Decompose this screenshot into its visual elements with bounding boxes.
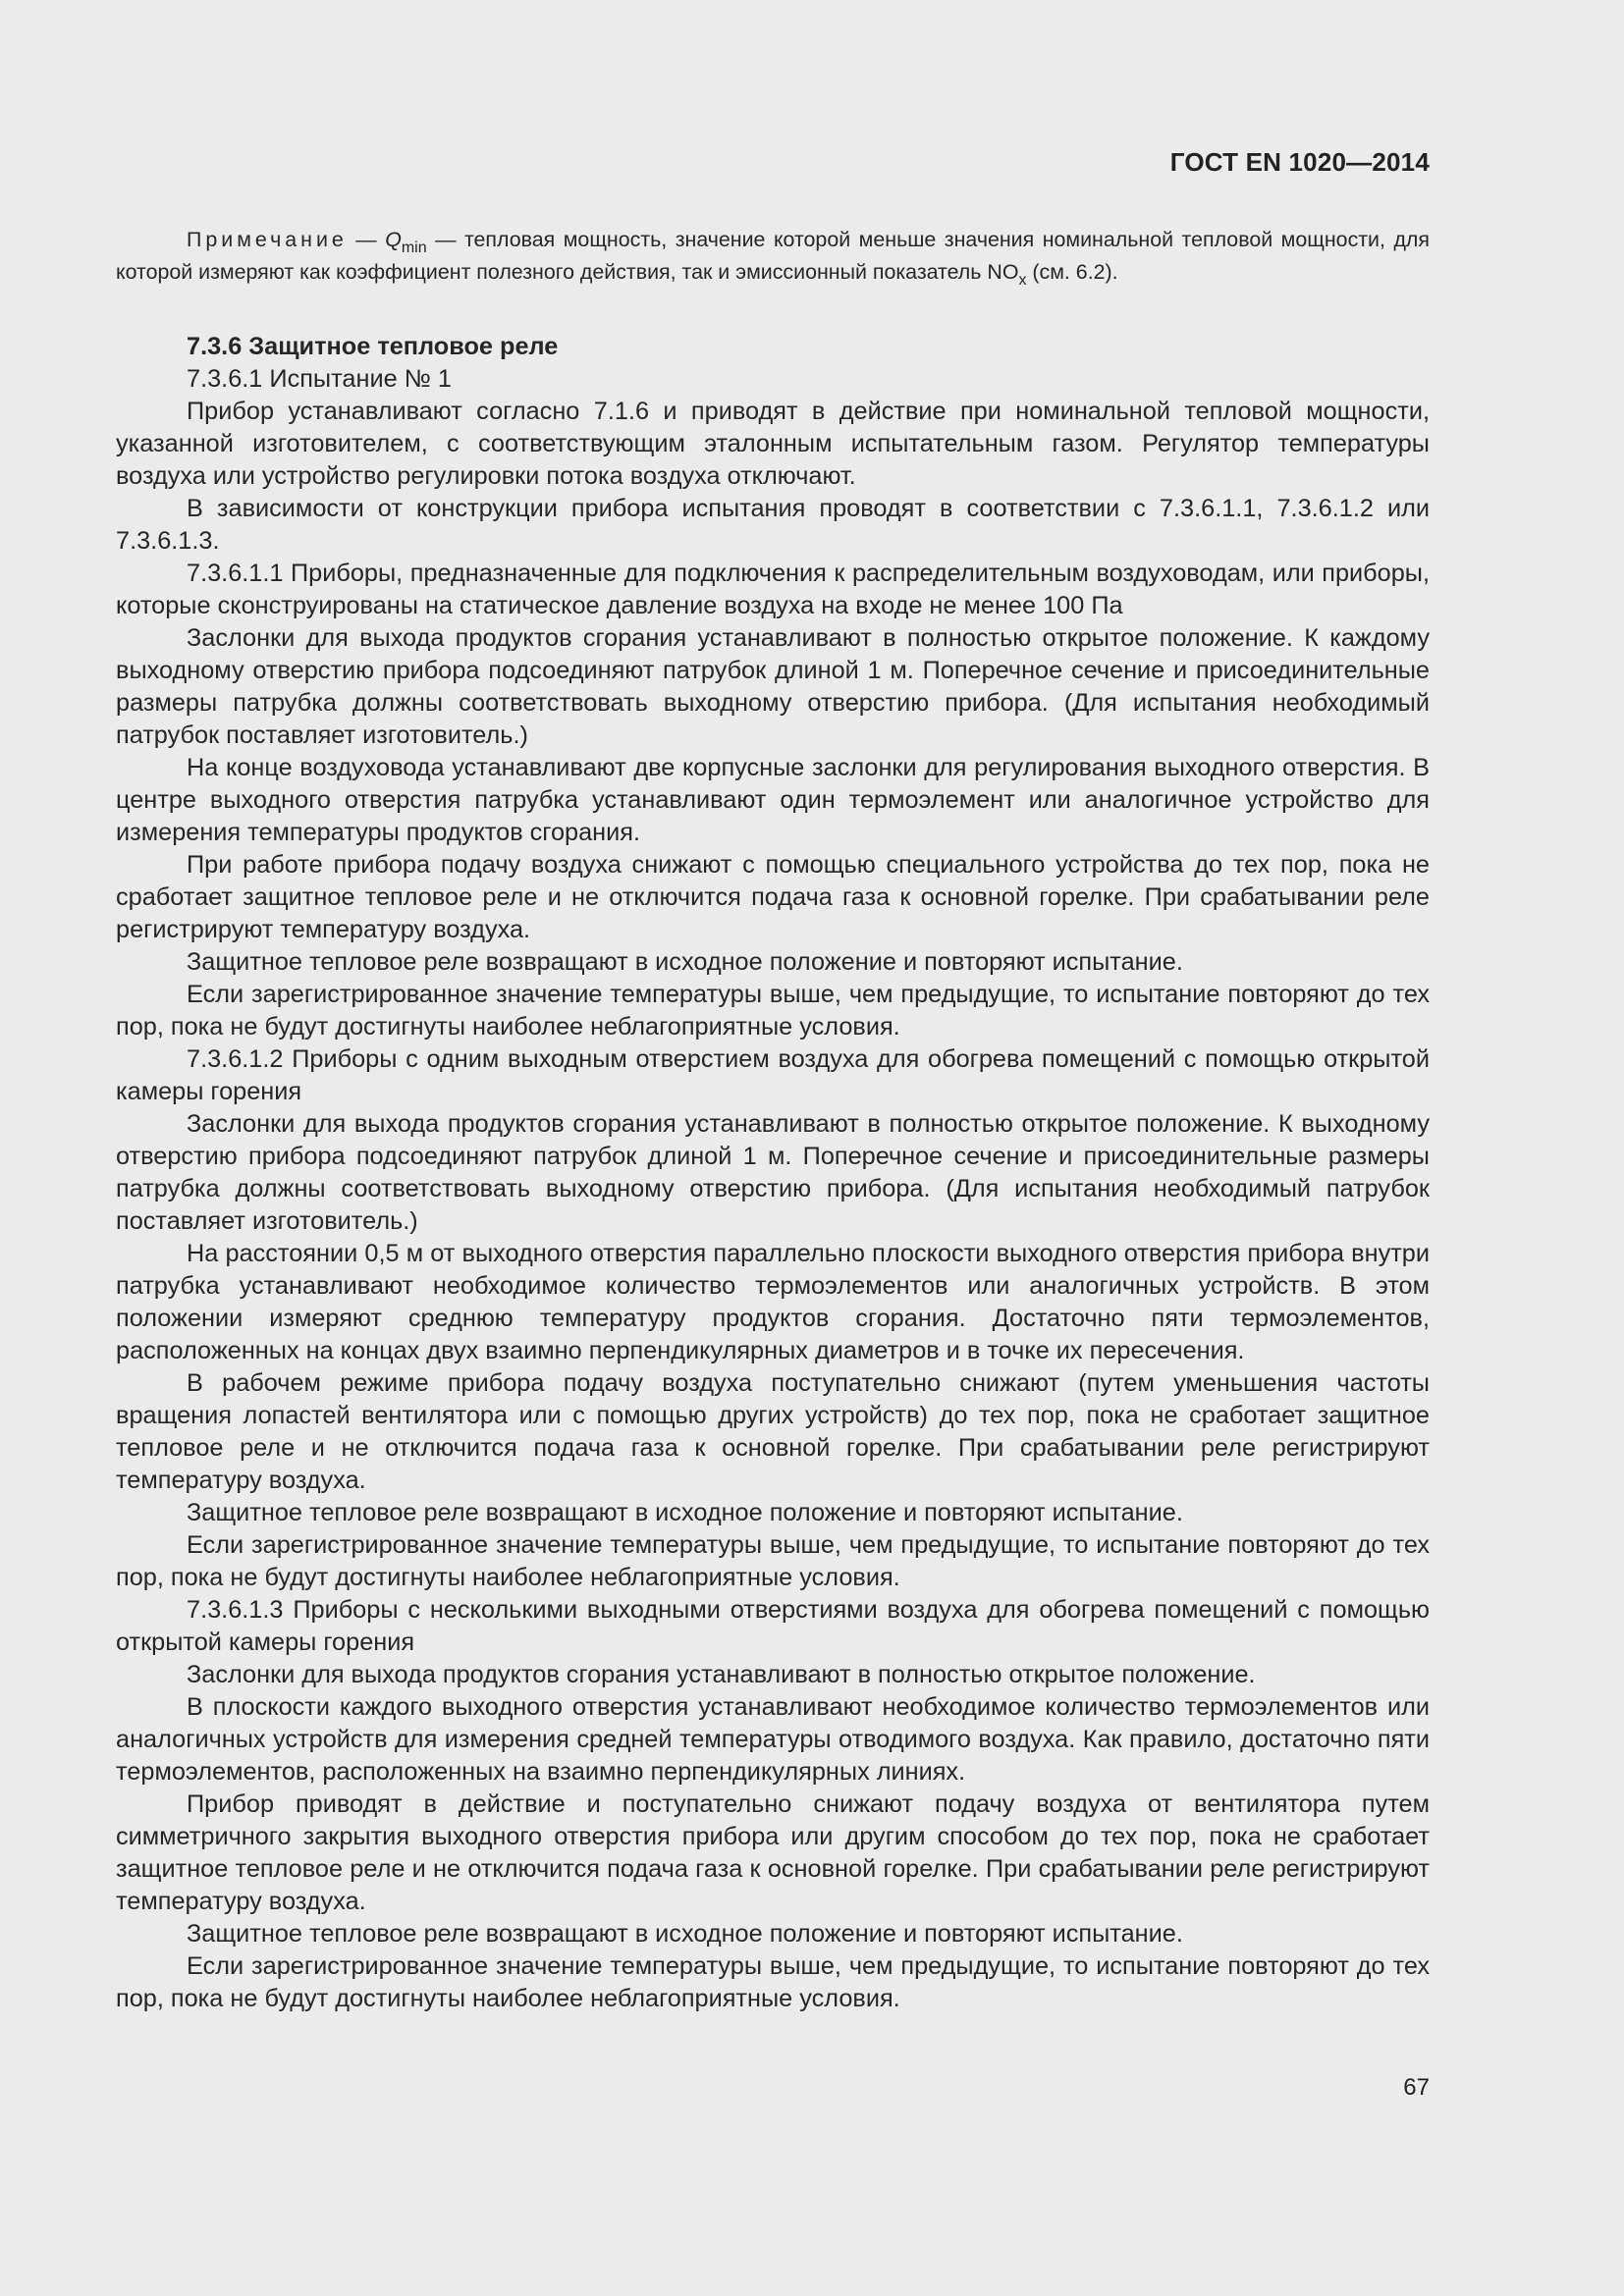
note-q-subscript: min (401, 240, 427, 256)
paragraph: Если зарегистрированное значение температуры выше, чем предыдущие, то испытание повторяют до тех пор, пока не будут достигнуты наиболее неблагоприятные условия. (116, 981, 1430, 1041)
paragraph: Защитное тепловое реле возвращают в исходное положение и повторяют испытание. (187, 1920, 1183, 1948)
note-dash: — (347, 228, 386, 251)
paragraph: 7.3.6.1.2 Приборы с одним выходным отверстием воздуха для обогрева помещений с помощью открытой камеры горения (116, 1045, 1430, 1105)
paragraph: На расстоянии 0,5 м от выходного отверстия параллельно плоскости выходного отверстия прибора внутри патрубка устанавливают необходимое количество термоэлементов или аналогичных устройств. В этом положении измеряют среднюю температуру продуктов сгорания. Достаточно пяти термоэлементов, расположенных на концах двух взаимно перпендикулярных диаметров и в точке их пересечения. (116, 1240, 1430, 1364)
note-label: Примечание (187, 228, 348, 251)
paragraph: При работе прибора подачу воздуха снижают с помощью специального устройства до тех пор, пока не сработает защитное тепловое реле и не отключится подача газа к основной горелке. При срабатывании реле регистрируют температуру воздуха. (116, 851, 1430, 943)
paragraph: Прибор устанавливают согласно 7.1.6 и приводят в действие при номинальной тепловой мощности, указанной изготовителем, с соответствующим эталонным испытательным газом. Регулятор температуры воздуха или устройство регулировки потока воздуха отключают. (116, 398, 1430, 490)
note-paragraph (116, 224, 1430, 289)
paragraph: Заслонки для выхода продуктов сгорания устанавливают в полностью открытое положение. (187, 1661, 1256, 1688)
paragraph: Защитное тепловое реле возвращают в исходное положение и повторяют испытание. (187, 1499, 1183, 1526)
paragraph: Заслонки для выхода продуктов сгорания устанавливают в полностью открытое положение. К выходному отверстию прибора подсоединяют патрубок длиной 1 м. Поперечное сечение и присоединительные размеры патрубка должны соответствовать выходному отверстию прибора. (Для испытания необходимый патрубок поставляет изготовитель.) (116, 1110, 1430, 1235)
paragraph: 7.3.6.1.1 Приборы, предназначенные для подключения к распределительным воздуховодам, или приборы, которые сконструированы на статическое давление воздуха на входе не менее 100 Па (116, 560, 1430, 619)
paragraph: В зависимости от конструкции прибора испытания проводят в соответствии с 7.3.6.1.1, 7.3.6.1.2 или 7.3.6.1.3. (116, 495, 1430, 555)
paragraph: Прибор приводят в действие и поступательно снижают подачу воздуха от вентилятора путем симметричного закрытия выходного отверстия прибора или другим способом до тех пор, пока не сработает защитное тепловое реле и не отключится подача газа к основной горелке. При срабатывании реле регистрируют температуру воздуха. (116, 1790, 1430, 1915)
section-body (116, 331, 1430, 2015)
paragraph: 7.3.6.1 Испытание № 1 (187, 365, 452, 393)
paragraph: В рабочем режиме прибора подачу воздуха поступательно снижают (путем уменьшения частоты вращения лопастей вентилятора или с помощью других устройств) до тех пор, пока не сработает защитное тепловое реле и не отключится подача газа к основной горелке. При срабатывании реле регистрируют температуру воздуха. (116, 1369, 1430, 1494)
paragraph: В плоскости каждого выходного отверстия устанавливают необходимое количество термоэлементов или аналогичных устройств для измерения средней температуры отводимого воздуха. Как правило, достаточно пяти термоэлементов, расположенных на взаимно перпендикулярных линиях. (116, 1693, 1430, 1786)
paragraph: На конце воздуховода устанавливают две корпусные заслонки для регулирования выходного отверстия. В центре выходного отверстия патрубка устанавливают один термоэлемент или аналогичное устройство для измерения температуры продуктов сгорания. (116, 754, 1430, 846)
paragraph: Если зарегистрированное значение температуры выше, чем предыдущие, то испытание повторяют до тех пор, пока не будут достигнуты наиболее неблагоприятные условия. (116, 1531, 1430, 1591)
paragraph: Защитное тепловое реле возвращают в исходное положение и повторяют испытание. (187, 948, 1183, 976)
section-heading: 7.3.6 Защитное тепловое реле (187, 333, 559, 360)
note-text-1: — тепловая мощность, значение которой меньше значения номинальной тепловой мощности, для которой измеряют как коэффициент полезного действия, так и эмиссионный показатель NO (116, 228, 1430, 284)
paragraph: Если зарегистрированное значение температуры выше, чем предыдущие, то испытание повторяют до тех пор, пока не будут достигнуты наиболее неблагоприятные условия. (116, 1952, 1430, 2012)
paragraph: Заслонки для выхода продуктов сгорания устанавливают в полностью открытое положение. К каждому выходному отверстию прибора подсоединяют патрубок длиной 1 м. Поперечное сечение и присоединительные размеры патрубка должны соответствовать выходному отверстию прибора. (Для испытания необходимый патрубок поставляет изготовитель.) (116, 624, 1430, 749)
page-number: 67 (1403, 2074, 1430, 2101)
note-q-symbol: Q (385, 228, 402, 251)
paragraph: 7.3.6.1.3 Приборы с несколькими выходными отверстиями воздуха для обогрева помещений с помощью открытой камеры горения (116, 1596, 1430, 1656)
document-header: ГОСТ EN 1020—2014 (1169, 147, 1430, 177)
note-nox-subscript: x (1018, 272, 1027, 289)
note-text-2: (см. 6.2). (1026, 260, 1118, 284)
